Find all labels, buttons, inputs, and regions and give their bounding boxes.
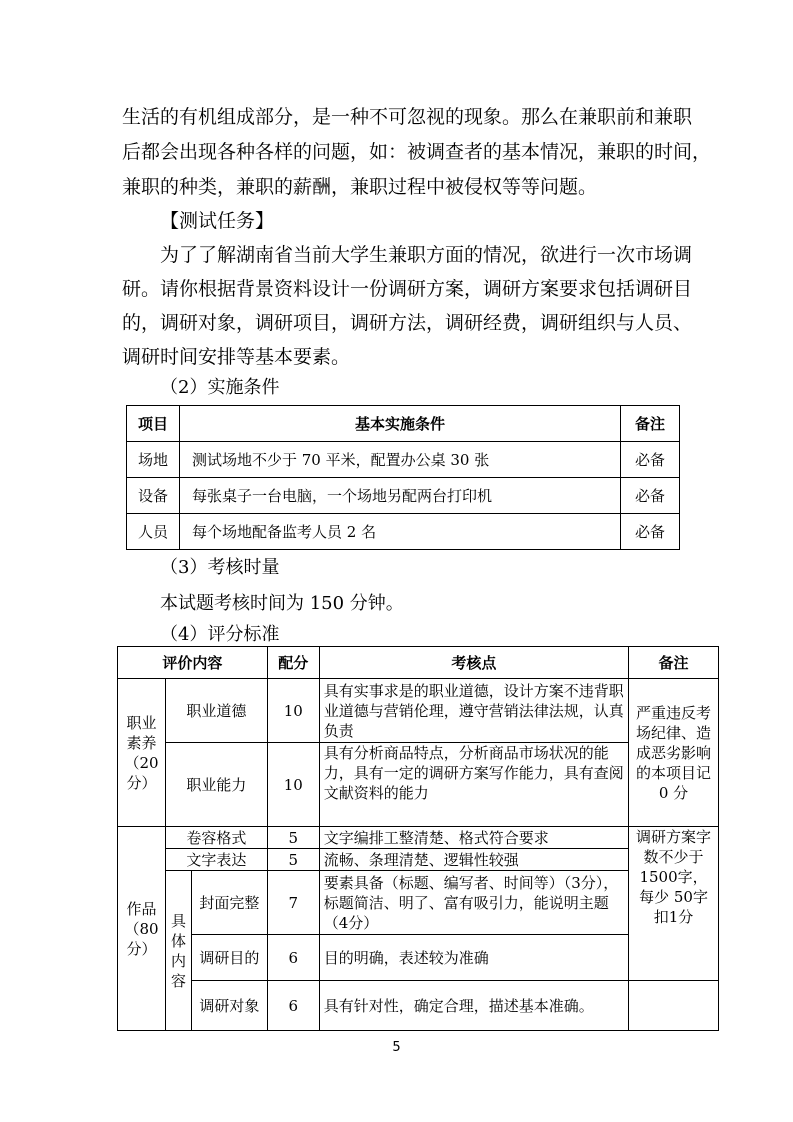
section-heading-conditions: （2）实施条件 <box>160 377 280 398</box>
paragraph-line: 生活的有机组成部分，是一种不可忽视的现象。那么在兼职前和兼职 <box>122 106 693 128</box>
table-cell: 5 <box>267 827 319 849</box>
table-row <box>118 679 719 743</box>
table-cell: 测试场地不少于 70 平米，配置办公桌 30 张 <box>180 442 621 478</box>
table-cell: 要素具备（标题、编写者、时间等）（3分），标题简洁、明了、富有吸引力，能说明主题（4分） <box>319 871 628 935</box>
table-header: 项目 <box>127 406 180 442</box>
section-heading-scoring: （4）评分标准 <box>160 624 280 645</box>
table-cell: 10 <box>267 679 319 743</box>
table-header-row <box>127 406 680 442</box>
paragraph-line: 兼职的种类，兼职的薪酬，兼职过程中被侵权等等问题。 <box>122 176 598 198</box>
table-cell: 职业道德 <box>165 679 267 743</box>
table-cell: 调研对象 <box>191 981 267 1031</box>
table-cell: 场地 <box>127 442 180 478</box>
scoring-table <box>117 646 719 1031</box>
task-heading: 【测试任务】 <box>160 210 275 232</box>
group-cell-work: 作品（80分） <box>118 827 166 1031</box>
subgroup-cell: 具体内容 <box>165 871 191 1031</box>
note-cell-work: 调研方案字数不少于1500字，每少 50字扣1分 <box>629 827 719 981</box>
group-cell-professional: 职业素养（20分） <box>118 679 166 827</box>
table-cell: 7 <box>267 871 319 935</box>
table-header: 评价内容 <box>118 647 268 679</box>
table-cell: 必备 <box>621 514 680 550</box>
table-header: 考核点 <box>319 647 628 679</box>
table-cell: 6 <box>267 981 319 1031</box>
table-cell: 每张桌子一台电脑，一个场地另配两台打印机 <box>180 478 621 514</box>
table-row <box>118 743 719 827</box>
table-cell: 5 <box>267 849 319 871</box>
note-cell-professional: 严重违反考场纪律、造成恶劣影响的本项目记 0 分 <box>629 679 719 827</box>
table-cell: 具有实事求是的职业道德，设计方案不违背职业道德与营销伦理，遵守营销法律法规，认真负责 <box>319 679 628 743</box>
table-cell: 设备 <box>127 478 180 514</box>
table-row <box>127 478 680 514</box>
table-cell: 具有分析商品特点，分析商品市场状况的能力，具有一定的调研方案写作能力，具有查阅文献资料的能力 <box>319 743 628 827</box>
table-cell-empty <box>629 981 719 1031</box>
table-cell: 目的明确，表述较为准确 <box>319 935 628 981</box>
page-number: 5 <box>392 1040 401 1055</box>
table-cell: 文字编排工整清楚、格式符合要求 <box>319 827 628 849</box>
table-cell: 封面完整 <box>191 871 267 935</box>
table-row <box>118 871 719 935</box>
table-cell: 10 <box>267 743 319 827</box>
table-header: 备注 <box>621 406 680 442</box>
table-cell: 必备 <box>621 478 680 514</box>
table-cell: 具有针对性，确定合理，描述基本准确。 <box>319 981 628 1031</box>
table-cell: 卷容格式 <box>165 827 267 849</box>
table-cell: 职业能力 <box>165 743 267 827</box>
table-row <box>118 827 719 849</box>
table-header: 备注 <box>629 647 719 679</box>
paragraph-line: 研。请你根据背景资料设计一份调研方案，调研方案要求包括调研目 <box>122 278 693 300</box>
table-row <box>127 442 680 478</box>
conditions-table <box>126 405 680 550</box>
time-text: 本试题考核时间为 150 分钟。 <box>160 593 404 614</box>
table-cell: 流畅、条理清楚、逻辑性较强 <box>319 849 628 871</box>
table-row <box>127 514 680 550</box>
paragraph-line: 为了了解湖南省当前大学生兼职方面的情况，欲进行一次市场调 <box>160 244 693 266</box>
table-row <box>118 935 719 981</box>
table-header: 配分 <box>267 647 319 679</box>
paragraph-line: 后都会出现各种各样的问题，如：被调查者的基本情况，兼职的时间， <box>122 141 712 163</box>
table-cell: 调研目的 <box>191 935 267 981</box>
paragraph-line: 调研时间安排等基本要素。 <box>122 346 351 368</box>
table-cell: 人员 <box>127 514 180 550</box>
table-row <box>118 849 719 871</box>
table-cell: 文字表达 <box>165 849 267 871</box>
table-row <box>118 981 719 1031</box>
table-cell: 必备 <box>621 442 680 478</box>
section-heading-time: （3）考核时量 <box>160 557 280 578</box>
table-header-row <box>118 647 719 679</box>
paragraph-line: 的，调研对象，调研项目，调研方法，调研经费，调研组织与人员、 <box>122 312 693 334</box>
table-cell: 每个场地配备监考人员 2 名 <box>180 514 621 550</box>
table-header: 基本实施条件 <box>180 406 621 442</box>
table-cell: 6 <box>267 935 319 981</box>
